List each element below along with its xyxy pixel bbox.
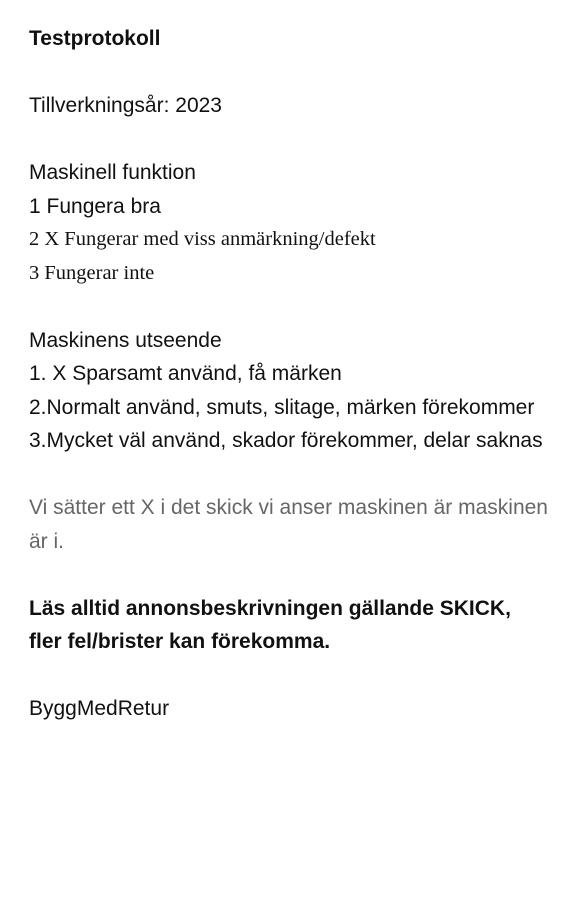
appearance-option-3: 3.Mycket väl använd, skador förekommer, delar saknas bbox=[29, 429, 543, 452]
manufacture-year: Tillverkningsår: 2023 bbox=[29, 94, 222, 117]
document-title: Testprotokoll bbox=[29, 27, 161, 50]
appearance-option-2: 2.Normalt använd, smuts, slitage, märken förekommer bbox=[29, 395, 535, 419]
function-option-1: 1 Fungera bra bbox=[29, 194, 161, 218]
spacer bbox=[29, 290, 549, 324]
function-option-3: 3 Fungerar inte bbox=[29, 261, 155, 284]
appearance-option-1: 1. X Sparsamt använd, få märken bbox=[29, 362, 342, 385]
spacer bbox=[29, 458, 549, 492]
spacer bbox=[29, 558, 549, 592]
function-heading: Maskinell funktion bbox=[29, 161, 196, 184]
spacer bbox=[29, 123, 549, 157]
condition-note: Vi sätter ett X i det skick vi anser maskinen är maskinen är i. bbox=[29, 496, 548, 553]
spacer bbox=[29, 659, 549, 693]
spacer bbox=[29, 56, 549, 90]
function-option-2: 2 X Fungerar med viss anmärkning/defekt bbox=[29, 228, 376, 250]
condition-warning: Läs alltid annonsbeskrivningen gällande SKICK, fler fel/brister kan förekomma. bbox=[29, 596, 511, 653]
document-body bbox=[29, 22, 549, 726]
appearance-heading: Maskinens utseende bbox=[29, 328, 222, 352]
signature: ByggMedRetur bbox=[29, 697, 170, 720]
